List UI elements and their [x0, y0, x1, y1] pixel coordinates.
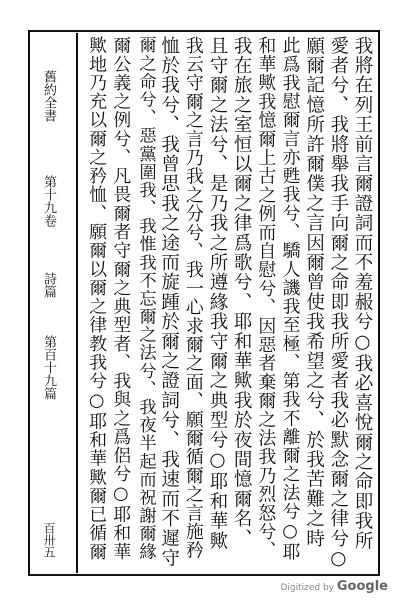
page-number: 百卅五 — [42, 522, 56, 558]
watermark-brand: Google — [336, 579, 388, 594]
book-title: 舊約全書 — [41, 70, 56, 122]
watermark-prefix: Digitized by — [280, 583, 334, 593]
text-column: 且守爾之法兮、是乃我之所遵緣我守爾之典型兮○耶和華歟 — [206, 36, 228, 551]
header-divider — [76, 33, 78, 573]
text-column: 爾之命兮、惡黨圍我、我惟我不忘爾之法兮、我夜半起而祝謝爾緣 — [135, 36, 156, 561]
text-column: 我云守爾之言乃我之分兮、我一心求爾之面、願爾循爾之言施矜 — [182, 36, 204, 560]
text-column: 恤於我兮、我曾思我之途而旋踵於爾之證詞兮、我速而不遲守 — [158, 36, 180, 568]
chapter-label: 第百十九篇 — [41, 335, 56, 400]
volume-label: 第十九卷 — [41, 175, 56, 227]
text-column: 愛者兮、我將舉我手向爾之命即我所愛者我必默念爾之律兮○ — [327, 36, 349, 571]
text-column: 和華歟我憶爾上古之例而自慰兮、因惡者棄爾之法我乃烈怒兮、 — [255, 36, 277, 560]
text-column: 歟地乃充以爾之矜恤、願爾以爾之律教我兮○耶和華歟爾已循爾 — [86, 36, 108, 561]
text-column: 我將在列王前言爾證詞而不羞赧兮○我必喜悅爾之命即我所 — [351, 36, 373, 551]
digitization-watermark — [280, 579, 388, 594]
text-column: 我在旅之室恒以爾之律爲歌兮、耶和華歟我於夜間憶爾名、 — [231, 36, 253, 549]
section-label: 詩篇 — [41, 272, 56, 298]
text-column: 此爲我慰爾言亦甦我兮、驕人譏我至極、第我不離爾之法兮○耶 — [279, 36, 301, 561]
text-column: 爾公義之例兮、凡畏爾者守爾之典型者、我與之爲侶兮○耶和華 — [110, 36, 132, 561]
text-column: 願爾記憶所許爾僕之言因爾曾使我希望之兮、於我苦難之時 — [303, 36, 325, 549]
